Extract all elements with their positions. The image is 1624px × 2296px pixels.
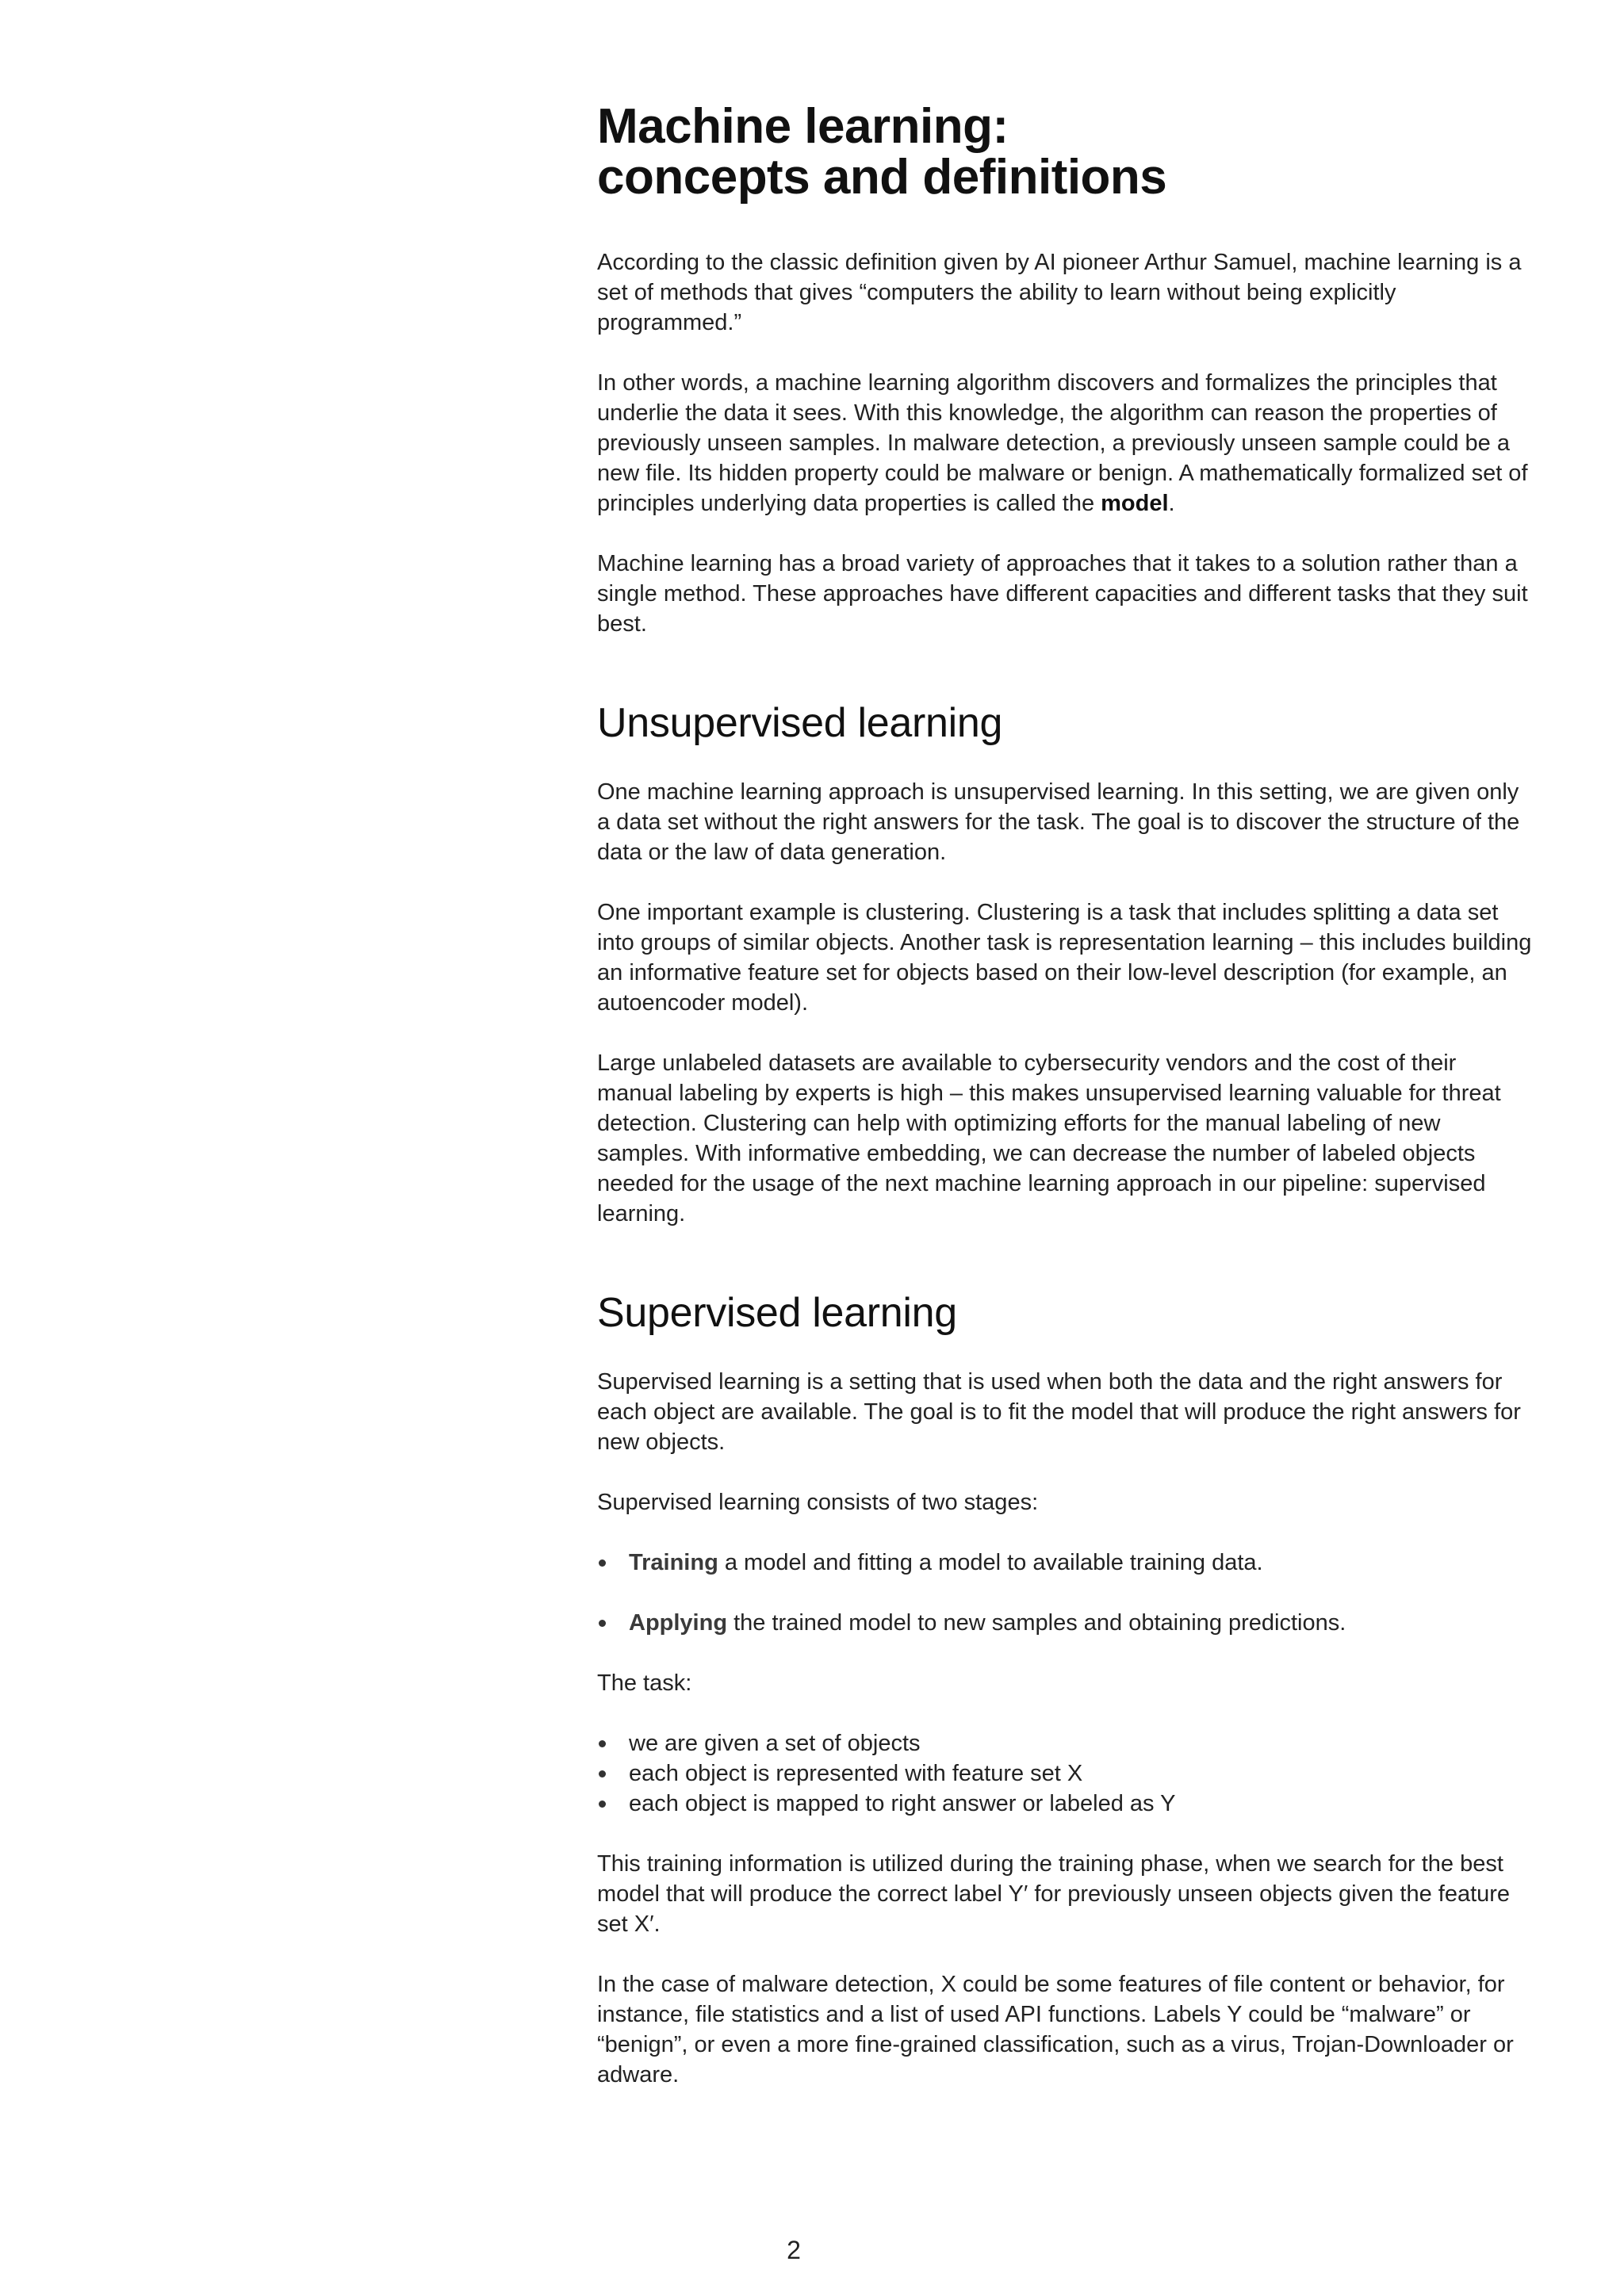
unsupervised-paragraph-3: Large unlabeled datasets are available to cybersecurity vendors and the cost of their manual labeling by experts is high – this makes unsupervised learning valuable for threat detection. Clustering can help with optimizing efforts for the manual labeling of new samples. With informative embedding, we can decrease the number of labeled objects needed for the usage of the next machine learning approach in our pipeline: supervised learning. [597, 1050, 1501, 1226]
intro-paragraph-2-end: . [1168, 491, 1175, 516]
supervised-section-title: Supervised learning [597, 1290, 957, 1336]
unsupervised-paragraph-1: One machine learning approach is unsupervised learning. In this setting, we are given only a data set without the right answers for the task. The goal is to discover the structure of the data or the law of data generation. [597, 779, 1520, 865]
intro-paragraph-1: According to the classic definition given by AI pioneer Arthur Samuel, machine learning is a set of methods that gives “computers the ability to learn without being explicitly programmed.” [597, 250, 1522, 335]
stage-description: a model and fitting a model to available training data. [718, 1550, 1263, 1575]
task-label: The task: [597, 1670, 692, 1696]
stages-list [597, 1548, 1533, 1638]
supervised-paragraph-1: Supervised learning is a setting that is used when both the data and the right answers for each object are available. The goal is to fit the model that will produce the right answers for new objects. [597, 1369, 1521, 1455]
task-list [597, 1728, 1533, 1819]
list-item [597, 1758, 1533, 1789]
stage-description: the trained model to new samples and obtaining predictions. [727, 1610, 1346, 1636]
task-item-text: each object is mapped to right answer or labeled as Y [629, 1791, 1176, 1816]
unsupervised-section-title: Unsupervised learning [597, 700, 1003, 746]
intro-paragraph-2-text: In other words, a machine learning algorithm discovers and formalizes the principles that underlie the data it sees. With this knowledge, the algorithm can reason the properties of previously unseen samples. In malware detection, a previously unseen sample could be a new file. Its hidden property could be malware or benign. A mathematically formalized set of principles underlying data properties is called the [597, 370, 1528, 516]
page-number-text: 2 [787, 2236, 801, 2264]
bullet-icon [599, 1740, 606, 1747]
page-title-line-1: Machine learning: [597, 99, 1009, 154]
model-term: model [1101, 491, 1169, 516]
intro-paragraph-3: Machine learning has a broad variety of approaches that it takes to a solution rather than a single method. These approaches have different capacities and different tasks that they suit best. [597, 551, 1528, 637]
task-item-text: we are given a set of objects [629, 1731, 921, 1756]
unsupervised-paragraph-2: One important example is clustering. Clustering is a task that includes splitting a data set into groups of similar objects. Another task is representation learning – this includes building an informative feature set for objects based on their low-level description (for example, an autoencoder model). [597, 900, 1532, 1016]
supervised-paragraph-4: In the case of malware detection, X could be some features of file content or behavior, for instance, file statistics and a list of used API functions. Labels Y could be “malware” or “benign”, or even a more fine-grained classification, such as a virus, Trojan-Downloader or adware. [597, 1972, 1514, 2087]
list-item [597, 1728, 1533, 1758]
page-title-line-2: concepts and definitions [597, 150, 1167, 205]
stage-term: Training [629, 1550, 718, 1575]
stage-term: Applying [629, 1610, 728, 1636]
bullet-icon [599, 1620, 606, 1627]
list-item [597, 1548, 1533, 1578]
bullet-icon [599, 1770, 606, 1777]
bullet-icon [599, 1559, 606, 1567]
page-content [597, 101, 1533, 2090]
list-item [597, 1608, 1533, 1638]
bullet-icon [599, 1800, 606, 1808]
page-number [0, 2234, 1624, 2266]
supervised-paragraph-2: Supervised learning consists of two stages: [597, 1490, 1039, 1515]
task-item-text: each object is represented with feature set X [629, 1761, 1083, 1786]
intro-paragraph-2 [597, 368, 1533, 519]
list-item [597, 1789, 1533, 1819]
page-title [597, 101, 1533, 203]
supervised-paragraph-3: This training information is utilized during the training phase, when we search for the best model that will produce the correct label Y′ for previously unseen objects given the feature set X′. [597, 1851, 1511, 1937]
